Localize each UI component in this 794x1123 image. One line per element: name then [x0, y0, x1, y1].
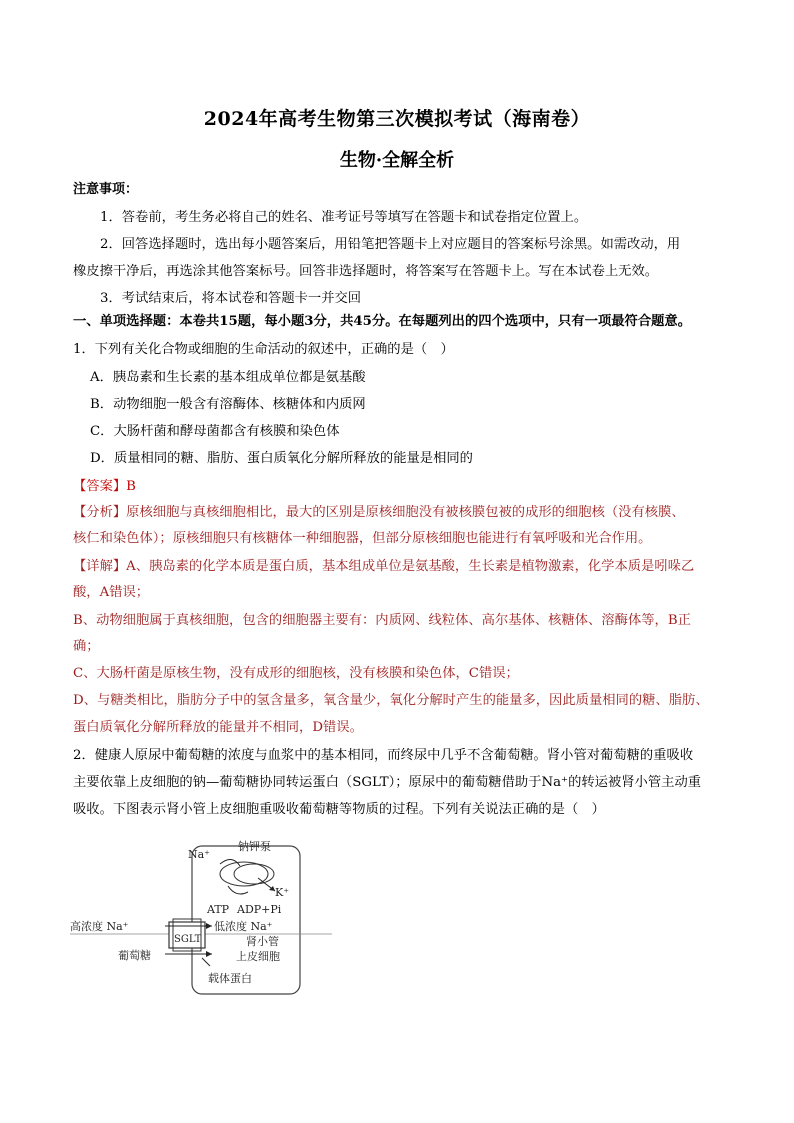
q2-stem-line-2: 主要依靠上皮细胞的钠—葡萄糖协同转运蛋白（SGLT）；原尿中的葡萄糖借助于Na⁺的转运被肾小管主动重 [73, 775, 702, 790]
q1-option-a: A．胰岛素和生长素的基本组成单位都是氨基酸 [90, 370, 366, 385]
page-title: 2024年高考生物第三次模拟考试（海南卷） [203, 108, 591, 130]
q1-detail-b-line-1: B、动物细胞属于真核细胞，包含的细胞器主要有：内质网、线粒体、高尔基体、核糖体、溶酶体等，B正 [73, 613, 691, 628]
section-heading: 一、单项选择题：本卷共15题，每小题3分，共45分。在每题列出的四个选项中，只有一项最符合题意。 [73, 314, 692, 329]
atp-arrow [228, 886, 248, 894]
q1-detail-a-line-2: 酸，A错误； [73, 585, 150, 600]
kidney-tubule-cell-diagram [70, 836, 340, 1001]
carrier-pointer [202, 958, 210, 966]
carrier-label: 载体蛋白 [208, 972, 252, 985]
q2-stem-line-1: 2．健康人原尿中葡萄糖的浓度与血浆中的基本相同，而终尿中几乎不含葡萄糖。肾小管对葡萄糖的重吸收 [73, 748, 694, 763]
q1-stem: 1．下列有关化合物或细胞的生命活动的叙述中，正确的是（ ） [73, 342, 454, 357]
cell-label-2: 上皮细胞 [236, 950, 280, 963]
q1-detail-d-line-2: 蛋白质氧化分解所释放的能量并不相同，D错误。 [73, 720, 363, 735]
notice-item-3: 3．考试结束后，将本试卷和答题卡一并交回 [100, 291, 362, 306]
notice-item-2b: 橡皮擦干净后，再选涂其他答案标号。回答非选择题时，将答案写在答题卡上。写在本试卷上无效。 [73, 264, 659, 279]
atp-label: ATP [207, 903, 230, 916]
q2-stem-line-3: 吸收。下图表示肾小管上皮细胞重吸收葡萄糖等物质的过程。下列有关说法正确的是（ ） [73, 802, 605, 817]
q1-option-b: B．动物细胞一般含有溶酶体、核糖体和内质网 [90, 397, 366, 412]
glucose-label: 葡萄糖 [118, 949, 151, 962]
q1-detail-b-line-2: 确； [73, 639, 100, 654]
notice-item-2a: 2．回答选择题时，选出每小题答案后，用铅笔把答题卡上对应题目的答案标号涂黑。如需改动，用 [100, 237, 681, 252]
q1-detail-a-line-1: 【详解】A、胰岛素的化学本质是蛋白质，基本组成单位是氨基酸，生长素是植物激素，化学本质是吲哚乙 [73, 559, 695, 574]
pump-label: 钠钾泵 [238, 840, 271, 853]
na-top-label: Na⁺ [188, 848, 210, 861]
notice-item-1: 1．答卷前，考生务必将自己的姓名、准考证号等填写在答题卡和试卷指定位置上。 [100, 210, 588, 225]
q1-analysis-line-2: 核仁和染色体）；原核细胞只有核糖体一种细胞器，但部分原核细胞也能进行有氧呼吸和光合作用。 [73, 531, 652, 546]
q1-option-c: C．大肠杆菌和酵母菌都含有核膜和染色体 [90, 424, 340, 439]
k-label: K⁺ [275, 886, 290, 899]
na-sglt-arrow-head [206, 923, 212, 929]
high-na-label: 高浓度 Na⁺ [70, 920, 129, 933]
q1-detail-c: C、大肠杆菌是原核生物，没有成形的细胞核，没有核膜和染色体，C错误； [73, 666, 519, 681]
q1-answer: 【答案】B [73, 479, 136, 494]
notice-heading: 注意事项： [73, 182, 139, 197]
glucose-sglt-arrow-head [206, 951, 212, 957]
q1-analysis-line-1: 【分析】原核细胞与真核细胞相比，最大的区别是原核细胞没有被核膜包被的成形的细胞核（没有核膜、 [73, 505, 685, 520]
q1-option-d: D．质量相同的糖、脂肪、蛋白质氧化分解所释放的能量是相同的 [90, 451, 473, 466]
page-subtitle: 生物·全解全析 [339, 150, 455, 171]
low-na-label: 低浓度 Na⁺ [214, 920, 273, 933]
sglt-label: SGLT [174, 934, 202, 945]
q1-detail-d-line-1: D、与糖类相比，脂肪分子中的氢含量多，氧含量少，氧化分解时产生的能量多，因此质量相同的糖、脂肪、 [73, 693, 709, 708]
adp-label: ADP+Pi [237, 903, 282, 916]
cell-label-1: 肾小管 [246, 935, 279, 948]
